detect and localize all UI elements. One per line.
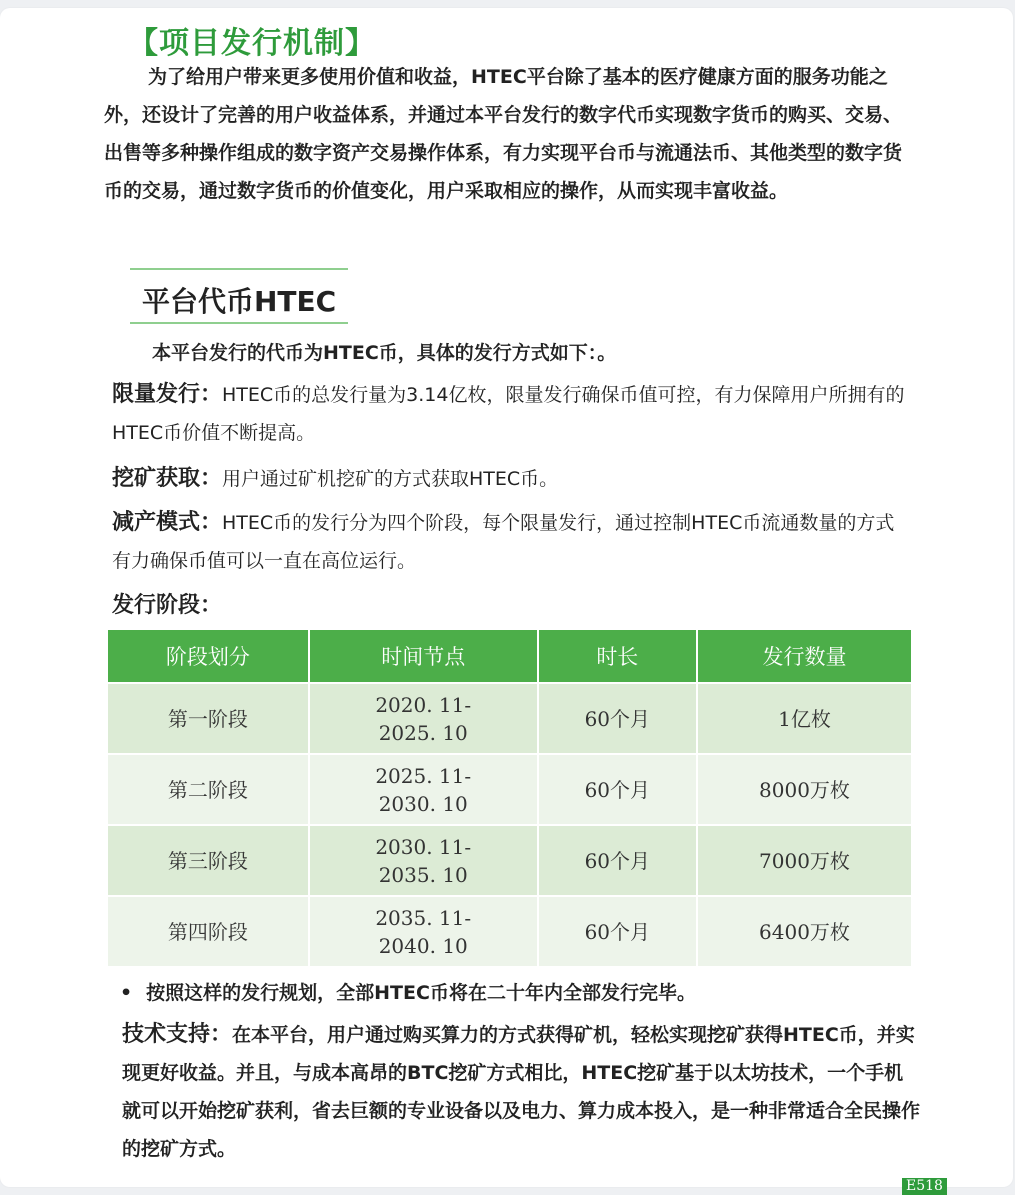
summary-bullet	[120, 974, 696, 1012]
period-end: 2040. 10	[378, 933, 468, 958]
table-row	[108, 684, 911, 755]
amount-cell: 7000万枚	[698, 826, 911, 897]
table-header-cell: 发行数量	[698, 630, 911, 684]
amount-cell: 8000万枚	[698, 755, 911, 826]
stage-cell: 第一阶段	[108, 684, 310, 755]
table-header-cell: 时长	[539, 630, 698, 684]
bullet-dot-icon: •	[120, 982, 133, 1004]
duration-cell: 60个月	[539, 897, 698, 968]
item-mining	[112, 460, 912, 498]
intro-text: 为了给用户带来更多使用价值和收益，HTEC平台除了基本的医疗健康方面的服务功能之外，还设计了完善的用户收益体系，并通过本平台发行的数字代币实现数字货币的购买、交易、出售等多种操作组成的数字资产交易操作体系，有力实现平台币与流通法币、其他类型的数字货币的交易，通过数字货币的价值变化，用户采取相应的操作，从而实现丰富收益。	[104, 66, 903, 202]
table-header-cell: 时间节点	[310, 630, 539, 684]
section-title: 【项目发行机制】	[128, 26, 376, 61]
item-label: 挖矿获取：	[112, 466, 223, 491]
amount-cell: 6400万枚	[698, 897, 911, 968]
table-header-cell: 阶段划分	[108, 630, 310, 684]
stage-cell: 第三阶段	[108, 826, 310, 897]
duration-cell: 60个月	[539, 755, 698, 826]
period-cell	[310, 897, 539, 968]
item-limited-issue	[112, 376, 912, 452]
subtitle: 平台代币HTEC	[142, 285, 337, 318]
stages-heading: 发行阶段：	[112, 593, 223, 618]
table-row	[108, 897, 911, 968]
period-cell	[310, 684, 539, 755]
period-cell	[310, 826, 539, 897]
table-row	[108, 826, 911, 897]
item-reduction	[112, 504, 912, 580]
table-row	[108, 755, 911, 826]
period-start: 2025. 11-	[375, 763, 472, 788]
issue-stage-table	[108, 630, 911, 968]
duration-cell: 60个月	[539, 826, 698, 897]
amount-cell: 1亿枚	[698, 684, 911, 755]
tech-label: 技术支持：	[122, 1022, 233, 1047]
period-start: 2030. 11-	[375, 834, 472, 859]
item-text: HTEC币的总发行量为3.14亿枚，限量发行确保币值可控，有力保障用户所拥有的HTEC币价值不断提高。	[112, 384, 905, 444]
issue-intro: 本平台发行的代币为HTEC币，具体的发行方式如下：。	[152, 342, 617, 364]
page-number-badge: E518	[902, 1178, 947, 1195]
period-start: 2035. 11-	[375, 905, 472, 930]
item-label: 限量发行：	[112, 382, 223, 407]
tech-text: 在本平台，用户通过购买算力的方式获得矿机，轻松实现挖矿获得HTEC币，并实现更好收益。并且，与成本高昂的BTC挖矿方式相比，HTEC挖矿基于以太坊技术，一个手机就可以开始挖矿获利，省去巨额的专业设备以及电力、算力成本投入，是一种非常适合全民操作的挖矿方式。	[122, 1024, 921, 1160]
tech-support-paragraph	[122, 1016, 922, 1168]
stage-cell: 第四阶段	[108, 897, 310, 968]
duration-cell: 60个月	[539, 684, 698, 755]
item-text: HTEC币的发行分为四个阶段，每个限量发行，通过控制HTEC币流通数量的方式有力确保币值可以一直在高位运行。	[112, 512, 895, 572]
stage-cell: 第二阶段	[108, 755, 310, 826]
period-start: 2020. 11-	[375, 692, 472, 717]
bullet-text: 按照这样的发行规划，全部HTEC币将在二十年内全部发行完毕。	[146, 982, 696, 1004]
intro-paragraph	[104, 58, 914, 210]
document-page	[0, 8, 1013, 1194]
period-end: 2025. 10	[378, 720, 468, 745]
period-cell	[310, 755, 539, 826]
table-header-row	[108, 630, 911, 684]
item-text: 用户通过矿机挖矿的方式获取HTEC币。	[222, 468, 559, 490]
period-end: 2030. 10	[378, 791, 468, 816]
item-label: 减产模式：	[112, 510, 223, 535]
period-end: 2035. 10	[378, 862, 468, 887]
